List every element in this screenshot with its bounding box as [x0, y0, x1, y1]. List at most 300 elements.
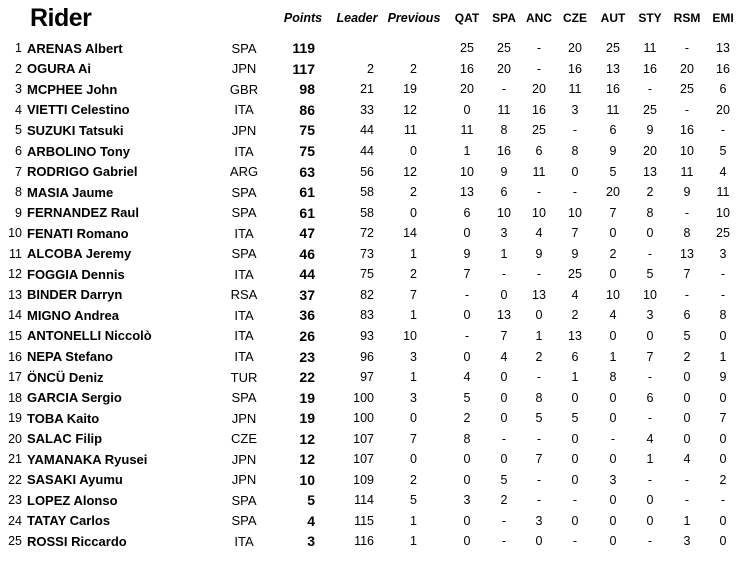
- race-result-cell: 13: [460, 185, 474, 200]
- race-result-cell: 5: [609, 164, 617, 179]
- previous-gap-cell: 1: [410, 513, 417, 528]
- rider-name-cell: ANTONELLI Niccolò: [27, 328, 152, 344]
- race-result-cell: 25: [568, 267, 582, 282]
- race-result-cell: 13: [716, 41, 730, 56]
- race-result-cell: 16: [716, 61, 730, 76]
- position-cell: 4: [15, 102, 22, 117]
- table-row: [0, 367, 745, 388]
- race-result-cell: 2: [609, 246, 617, 261]
- race-result-cell: 9: [609, 144, 617, 158]
- race-header-aut: AUT: [600, 11, 626, 25]
- nationality-cell: ITA: [234, 307, 254, 323]
- race-result-cell: 6: [535, 144, 543, 158]
- race-result-cell: 3: [609, 472, 617, 487]
- race-result-cell: 0: [535, 308, 543, 323]
- table-row: [0, 449, 745, 470]
- race-result-cell: 0: [571, 431, 579, 446]
- race-result-cell: 2: [683, 349, 691, 364]
- race-result-cell: 5: [719, 144, 727, 158]
- nationality-cell: JPN: [231, 410, 257, 426]
- previous-gap-cell: 1: [410, 534, 417, 549]
- rider-name-cell: BINDER Darryn: [27, 287, 123, 303]
- leader-gap-cell: 107: [353, 452, 374, 467]
- nationality-cell: GBR: [229, 81, 259, 97]
- rider-name-cell: SUZUKI Tatsuki: [27, 122, 124, 138]
- race-result-cell: 16: [497, 144, 511, 158]
- race-result-cell: 0: [500, 370, 508, 385]
- race-result-cell: -: [501, 513, 507, 528]
- race-result-cell: 10: [643, 287, 657, 302]
- race-result-cell: 1: [571, 370, 579, 385]
- race-result-cell: 13: [497, 308, 511, 323]
- table-header: [0, 0, 745, 36]
- points-cell: 37: [299, 286, 315, 303]
- previous-gap-cell: 14: [403, 226, 417, 241]
- race-result-cell: -: [572, 493, 578, 508]
- nationality-cell: ITA: [234, 225, 254, 241]
- position-cell: 12: [8, 267, 22, 282]
- points-cell: 75: [299, 122, 315, 139]
- rider-name-cell: ROSSI Riccardo: [27, 533, 127, 549]
- rider-name-cell: GARCIA Sergio: [27, 390, 122, 406]
- nationality-cell: ITA: [234, 328, 254, 344]
- race-result-cell: 7: [535, 452, 543, 467]
- table-row: [0, 100, 745, 121]
- rider-name-cell: ARBOLINO Tony: [27, 143, 131, 159]
- race-result-cell: 25: [532, 123, 546, 138]
- race-result-cell: 3: [719, 246, 727, 261]
- race-result-cell: 0: [463, 102, 471, 117]
- rider-name-cell: FOGGIA Dennis: [27, 266, 125, 282]
- rider-name-cell: SASAKI Ayumu: [27, 472, 123, 488]
- race-result-cell: 0: [646, 513, 654, 528]
- previous-gap-cell: 7: [410, 431, 417, 446]
- race-result-cell: 0: [609, 534, 617, 549]
- race-result-cell: 25: [497, 41, 511, 56]
- race-result-cell: -: [501, 267, 507, 282]
- race-result-cell: 20: [532, 82, 546, 97]
- race-result-cell: 8: [683, 226, 691, 241]
- position-cell: 24: [8, 513, 22, 528]
- race-result-cell: 0: [719, 452, 727, 467]
- rider-name-cell: NEPA Stefano: [27, 349, 113, 364]
- race-result-cell: 13: [568, 328, 582, 343]
- leader-gap-cell: 44: [360, 123, 374, 138]
- race-result-cell: 3: [535, 513, 543, 528]
- table-row: [0, 531, 745, 552]
- race-result-cell: 4: [500, 349, 508, 364]
- table-row: [0, 264, 745, 285]
- nationality-cell: SPA: [231, 205, 257, 221]
- race-result-cell: 20: [460, 82, 474, 97]
- leader-gap-cell: 72: [360, 226, 374, 241]
- previous-gap-cell: 5: [410, 493, 417, 508]
- leader-gap-cell: 114: [354, 493, 374, 508]
- race-header-emi: EMI: [712, 11, 734, 25]
- race-result-cell: 6: [719, 82, 727, 97]
- points-cell: 12: [299, 451, 315, 468]
- race-result-cell: 16: [606, 82, 620, 97]
- race-result-cell: 7: [609, 205, 617, 220]
- table-row: [0, 408, 745, 429]
- points-cell: 75: [299, 143, 315, 159]
- previous-gap-cell: 7: [410, 287, 417, 302]
- points-cell: 117: [292, 60, 315, 77]
- race-result-cell: 0: [463, 534, 471, 549]
- nationality-cell: JPN: [231, 472, 257, 488]
- nationality-cell: SPA: [231, 492, 257, 508]
- position-cell: 14: [8, 308, 22, 323]
- position-cell: 3: [15, 82, 22, 97]
- race-result-cell: -: [720, 267, 726, 282]
- table-row: [0, 305, 745, 326]
- race-result-cell: -: [647, 246, 653, 261]
- race-result-cell: -: [720, 493, 726, 508]
- race-result-cell: 7: [463, 267, 471, 282]
- race-result-cell: 16: [680, 123, 694, 138]
- race-result-cell: 20: [606, 185, 620, 200]
- table-row: [0, 59, 745, 80]
- position-cell: 9: [15, 205, 22, 220]
- race-result-cell: 1: [500, 246, 508, 261]
- race-result-cell: 0: [571, 472, 579, 487]
- nationality-cell: ITA: [234, 533, 254, 549]
- leader-gap-cell: 58: [360, 185, 374, 200]
- race-result-cell: 25: [680, 82, 694, 97]
- points-cell: 10: [299, 471, 315, 488]
- race-header-anc: ANC: [526, 11, 552, 25]
- nationality-cell: ITA: [234, 143, 254, 159]
- race-result-cell: 20: [568, 41, 582, 56]
- race-result-cell: -: [720, 287, 726, 302]
- race-result-cell: 11: [460, 123, 474, 138]
- race-result-cell: 16: [460, 61, 474, 76]
- race-result-cell: 13: [606, 61, 620, 76]
- position-cell: 23: [8, 493, 22, 508]
- race-result-cell: 10: [716, 205, 730, 220]
- race-result-cell: 5: [646, 267, 654, 282]
- race-result-cell: 2: [646, 185, 654, 200]
- leader-gap-cell: 44: [360, 144, 374, 158]
- race-result-cell: 4: [683, 452, 691, 467]
- race-result-cell: 0: [609, 493, 617, 508]
- nationality-cell: JPN: [231, 61, 257, 77]
- race-result-cell: -: [501, 431, 507, 446]
- race-result-cell: -: [647, 472, 653, 487]
- race-result-cell: 8: [571, 144, 579, 158]
- race-result-cell: 13: [643, 164, 657, 179]
- points-cell: 23: [299, 348, 315, 365]
- rider-name-cell: SALAC Filip: [27, 431, 103, 447]
- previous-gap-cell: 2: [410, 61, 417, 76]
- nationality-cell: SPA: [231, 513, 257, 529]
- race-result-cell: -: [684, 205, 690, 220]
- race-result-cell: 0: [571, 452, 579, 467]
- race-result-cell: -: [647, 82, 653, 97]
- race-result-cell: 0: [571, 513, 579, 528]
- leader-gap-cell: 115: [354, 513, 374, 528]
- race-result-cell: 4: [535, 226, 543, 241]
- race-result-cell: 0: [683, 370, 691, 385]
- nationality-cell: SPA: [231, 40, 257, 56]
- leader-gap-cell: 33: [360, 102, 374, 117]
- points-cell: 19: [299, 410, 315, 427]
- race-result-cell: 0: [463, 452, 471, 467]
- race-result-cell: 9: [646, 123, 654, 138]
- previous-gap-cell: 1: [410, 370, 417, 385]
- race-result-cell: 8: [719, 308, 727, 323]
- race-result-cell: 0: [719, 431, 727, 446]
- leader-gap-cell: [330, 38, 374, 59]
- nationality-cell: SPA: [231, 246, 257, 262]
- race-result-cell: -: [536, 61, 542, 76]
- race-result-cell: 11: [716, 185, 730, 200]
- table-row: [0, 285, 745, 306]
- points-cell: 12: [299, 430, 315, 447]
- nationality-cell: RSA: [230, 287, 258, 303]
- table-row: [0, 244, 745, 265]
- position-cell: 5: [15, 123, 22, 138]
- position-cell: 11: [9, 246, 22, 261]
- race-result-cell: -: [572, 123, 578, 138]
- race-result-cell: 6: [646, 390, 654, 405]
- race-result-cell: 25: [716, 226, 730, 241]
- race-result-cell: 7: [646, 349, 654, 364]
- race-result-cell: 9: [571, 246, 579, 261]
- position-cell: 25: [8, 534, 22, 549]
- race-result-cell: 7: [500, 328, 508, 343]
- previous-gap-cell: 10: [403, 328, 417, 343]
- race-result-cell: 11: [680, 164, 694, 179]
- race-result-cell: 4: [463, 370, 471, 385]
- race-result-cell: 7: [719, 411, 727, 426]
- points-cell: 61: [299, 184, 315, 201]
- table-row: [0, 511, 745, 532]
- race-result-cell: -: [647, 411, 653, 426]
- race-result-cell: 16: [532, 102, 546, 117]
- race-header-cze: CZE: [563, 11, 587, 25]
- race-result-cell: 0: [609, 390, 617, 405]
- race-result-cell: 0: [500, 287, 508, 302]
- race-result-cell: 0: [463, 308, 471, 323]
- race-result-cell: -: [464, 328, 470, 343]
- nationality-cell: SPA: [231, 184, 257, 200]
- race-result-cell: 0: [463, 226, 471, 241]
- race-result-cell: 4: [646, 431, 654, 446]
- table-row: [0, 79, 745, 100]
- position-cell: 10: [8, 226, 22, 241]
- race-result-cell: -: [501, 534, 507, 549]
- race-result-cell: 1: [646, 452, 654, 467]
- leader-gap-cell: 2: [367, 61, 374, 76]
- position-cell: 17: [8, 370, 22, 385]
- leader-gap-cell: 56: [360, 164, 374, 179]
- table-row: [0, 326, 745, 347]
- race-result-cell: 9: [535, 246, 543, 261]
- race-result-cell: 4: [571, 287, 579, 302]
- race-result-cell: 5: [683, 328, 691, 343]
- race-result-cell: 0: [463, 349, 471, 364]
- race-result-cell: 1: [535, 328, 543, 343]
- race-result-cell: 5: [571, 411, 579, 426]
- race-result-cell: -: [536, 472, 542, 487]
- leader-gap-cell: 97: [360, 370, 374, 385]
- race-result-cell: 11: [532, 164, 546, 179]
- race-result-cell: 8: [535, 390, 543, 405]
- race-result-cell: 8: [500, 123, 508, 138]
- race-result-cell: 4: [719, 164, 727, 179]
- leader-gap-cell: 83: [360, 308, 374, 323]
- race-result-cell: -: [536, 431, 542, 446]
- nationality-cell: SPA: [231, 390, 257, 406]
- race-result-cell: -: [684, 41, 690, 56]
- leader-gap-cell: 82: [360, 287, 374, 302]
- race-result-cell: 3: [500, 226, 508, 241]
- table-row: [0, 428, 745, 449]
- race-result-cell: 6: [571, 349, 579, 364]
- table-row: [0, 182, 745, 203]
- race-header-spa: SPA: [492, 11, 516, 25]
- race-result-cell: -: [536, 41, 542, 56]
- rider-name-cell: FENATI Romano: [27, 225, 129, 241]
- nationality-cell: ARG: [229, 164, 259, 180]
- race-result-cell: 9: [463, 246, 471, 261]
- nationality-cell: JPN: [231, 451, 257, 467]
- previous-gap-cell: 0: [410, 411, 417, 426]
- race-result-cell: 5: [500, 472, 508, 487]
- leader-gap-cell: 93: [360, 328, 374, 343]
- race-result-cell: 11: [568, 82, 582, 97]
- race-result-cell: 13: [532, 287, 546, 302]
- race-result-cell: 1: [683, 513, 691, 528]
- nationality-cell: TUR: [230, 369, 258, 385]
- position-cell: 1: [15, 41, 22, 56]
- rider-name-cell: TATAY Carlos: [27, 513, 111, 529]
- position-cell: 15: [8, 328, 22, 343]
- points-cell: 22: [299, 369, 315, 386]
- leader-gap-cell: 96: [360, 349, 374, 364]
- race-result-cell: 3: [646, 308, 654, 323]
- race-result-cell: 1: [609, 349, 617, 364]
- race-result-cell: 8: [646, 205, 654, 220]
- race-result-cell: 20: [643, 144, 657, 158]
- points-cell: 98: [299, 81, 315, 98]
- previous-gap-cell: 0: [410, 144, 417, 158]
- rider-name-cell: ALCOBA Jeremy: [27, 246, 132, 262]
- leader-gap-cell: 73: [360, 246, 374, 261]
- race-result-cell: 0: [719, 328, 727, 343]
- race-result-cell: -: [536, 267, 542, 282]
- race-result-cell: 16: [568, 61, 582, 76]
- race-result-cell: -: [572, 534, 578, 549]
- race-result-cell: 8: [609, 370, 617, 385]
- rider-name-cell: VIETTI Celestino: [27, 102, 130, 118]
- leader-gap-cell: 100: [353, 411, 374, 426]
- race-result-cell: 0: [609, 452, 617, 467]
- race-result-cell: -: [647, 370, 653, 385]
- race-result-cell: -: [684, 472, 690, 487]
- table-row: [0, 38, 745, 59]
- race-result-cell: 10: [606, 287, 620, 302]
- race-result-cell: 3: [571, 102, 579, 117]
- nationality-cell: ITA: [234, 102, 254, 118]
- race-result-cell: -: [684, 287, 690, 302]
- race-result-cell: 5: [535, 411, 543, 426]
- table-row: [0, 120, 745, 141]
- race-result-cell: 0: [719, 390, 727, 405]
- race-result-cell: 16: [643, 61, 657, 76]
- leader-gap-cell: 107: [353, 431, 374, 446]
- race-result-cell: 9: [500, 164, 508, 179]
- race-result-cell: -: [536, 493, 542, 508]
- position-cell: 18: [8, 390, 22, 405]
- previous-gap-cell: 1: [410, 308, 417, 323]
- points-cell: 61: [299, 204, 315, 221]
- race-result-cell: 0: [609, 267, 617, 282]
- previous-gap-cell: 2: [410, 472, 417, 487]
- previous-gap-cell: 0: [410, 205, 417, 220]
- race-result-cell: 6: [609, 123, 617, 138]
- race-result-cell: 20: [716, 102, 730, 117]
- previous-gap-cell: 1: [410, 246, 417, 261]
- previous-gap-cell: 12: [403, 164, 417, 179]
- leader-gap-cell: 21: [360, 82, 374, 97]
- race-result-cell: 0: [500, 452, 508, 467]
- race-result-cell: -: [647, 534, 653, 549]
- race-result-cell: 10: [497, 205, 511, 220]
- race-result-cell: 1: [719, 349, 727, 364]
- race-result-cell: 0: [463, 472, 471, 487]
- leader-column-header: Leader: [336, 11, 378, 25]
- race-result-cell: 0: [683, 390, 691, 405]
- race-result-cell: 0: [571, 164, 579, 179]
- points-cell: 47: [299, 225, 315, 242]
- position-cell: 19: [8, 411, 22, 426]
- race-result-cell: 11: [606, 102, 620, 117]
- rider-name-cell: YAMANAKA Ryusei: [27, 451, 148, 467]
- rider-name-cell: LOPEZ Alonso: [27, 492, 118, 508]
- race-result-cell: 11: [643, 41, 657, 56]
- race-result-cell: 11: [497, 102, 511, 117]
- race-result-cell: 6: [683, 308, 691, 323]
- points-cell: 19: [299, 389, 315, 406]
- race-result-cell: -: [464, 287, 470, 302]
- race-result-cell: 4: [609, 308, 617, 323]
- race-result-cell: 13: [680, 246, 694, 261]
- race-result-cell: 2: [500, 493, 508, 508]
- position-cell: 6: [15, 144, 22, 158]
- table-row: [0, 490, 745, 511]
- leader-gap-cell: 75: [360, 267, 374, 282]
- previous-gap-cell: 2: [410, 185, 417, 200]
- race-result-cell: 25: [606, 41, 620, 56]
- race-result-cell: 9: [683, 185, 691, 200]
- previous-gap-cell: 11: [404, 123, 417, 138]
- rider-name-cell: ÖNCÜ Deniz: [27, 369, 104, 385]
- race-result-cell: 10: [680, 144, 694, 158]
- race-result-cell: 0: [646, 493, 654, 508]
- rider-column-title: Rider: [30, 3, 92, 32]
- position-cell: 13: [8, 287, 22, 302]
- race-result-cell: 0: [683, 431, 691, 446]
- race-result-cell: 0: [609, 513, 617, 528]
- race-result-cell: 0: [646, 226, 654, 241]
- points-cell: 44: [299, 266, 315, 283]
- rider-name-cell: MIGNO Andrea: [27, 307, 119, 323]
- rider-name-cell: ARENAS Albert: [27, 40, 123, 56]
- table-row: [0, 161, 745, 182]
- points-cell: 86: [299, 101, 315, 118]
